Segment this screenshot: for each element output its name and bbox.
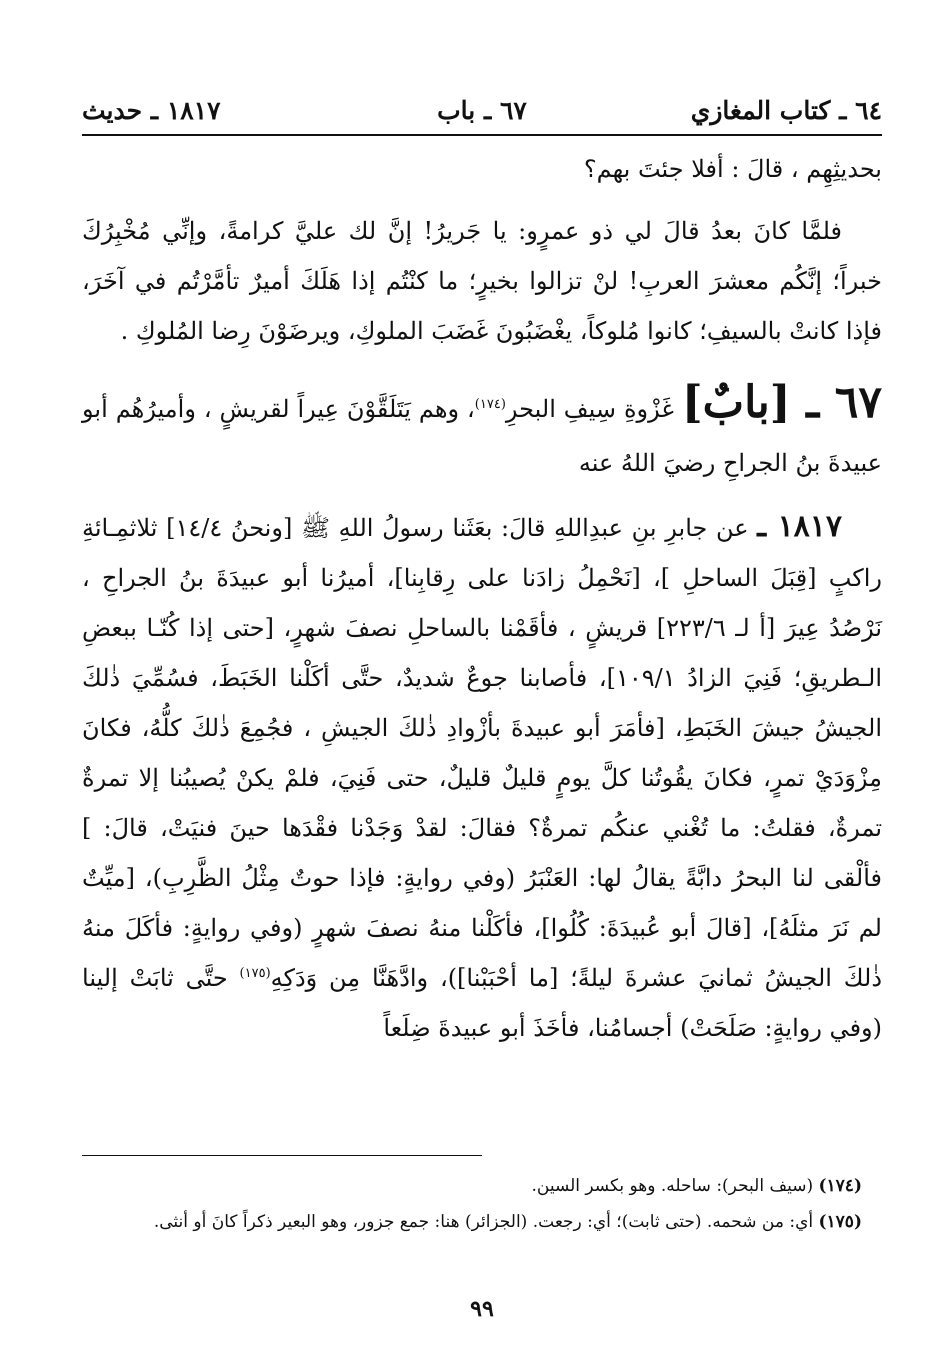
main-text — [82, 144, 882, 1053]
hadith-text-part-1: عن جابرِ بنِ عبدِاللهِ قالَ: بعَثَنا رسولُ اللهِ ﷺ [ونحنُ ١٤/٤] ثلاثمِـائةِ راكبٍ [قِبَلَ الساحلِ ]، [نَحْمِلُ زادَنا على رِقابِنا]، أميرُنا أبو عبيدَةَ بنُ الجراحِ ، نَرْصُدُ عِيرَ [أ لـ ٢٢٣/٦] قريشٍ ، فأقَمْنا بالساحلِ نصفَ شهرٍ، [حتى إذا كُنّـا ببعضِ الـطريقِ؛ فَنِيَ الزادُ ١٠٩/١]، فأصابنا جوعٌ شديدٌ، حتَّى أكَلْنا الخَبَطَ، فسُمِّيَ ذٰلكَ الجيشُ جيشَ الخَبَطِ، [فأمَرَ أبو عبيدةَ بأزْوادِ ذٰلكَ الجيشِ ، فجُمِعَ ذٰلكَ كلُّهُ، فكانَ مِزْوَدَيْ تمرٍ، فكانَ يقُوتُنا كلَّ يومٍ قليلٌ قليلٌ، حتى فَنِيَ، فلمْ يكنْ يُصيبُنا إلا تمرةٌ تمرةٌ، فقلتُ: ما تُغْني عنكُم تمرةٌ؟ فقالَ: لقدْ وَجَدْنا فقْدَها حينَ فنيَتْ، قالَ: ] فألْقى لنا البحرُ دابَّةً يقالُ لها: العَنْبَرُ (وفي روايةٍ: فإذا حوتٌ مِثْلُ الظَّرِبِ)، [ميِّتٌ لم نَرَ مثلَهُ]، [قالَ أبو عُبيدَةَ: كُلُوا]، فأكَلْنا منهُ نصفَ شهرٍ (وفي روايةٍ: فأكَلَ منهُ ذٰلكَ الجيشُ ثمانيَ عشرةَ ليلةً؛ [ما أحْبَبْنا])، وادَّهَنَّا مِن وَدَكِهِ — [82, 514, 883, 992]
footnote-175-text: أي: من شحمه. (حتى ثابت)؛ أي: رجعت. (الجزائر) هنا: جمع جزور، وهو البعير ذكراً كانَ أو أنثى. — [153, 1212, 819, 1232]
header-chapter: ٦٧ ـ باب — [437, 96, 527, 125]
footnote-175 — [82, 1204, 882, 1240]
running-header — [82, 88, 882, 134]
book-page — [82, 88, 882, 1328]
footnote-separator — [82, 1155, 482, 1156]
chapter-title-part-1: غَزْوةِ سِيفِ البحرِ — [505, 395, 682, 423]
paragraph-dhu-amr: فلمَّا كانَ بعدُ قالَ لي ذو عمرٍو: يا جَريرُ! إنَّ لك عليَّ كرامةً، وإنِّي مُخْبِرُكَ خبراً؛ إنَّكُم معشرَ العربِ! لنْ تزالوا بخيرٍ؛ ما كنْتُم إذا هَلَكَ أميرٌ تأمَّرْتُم في آخَرَ، فإذا كانتْ بالسيفِ؛ كانوا مُلوكاً، يغْضَبُونَ غَضَبَ الملوكِ، ويرضَوْنَ رِضا المُلوكِ . — [82, 217, 882, 345]
paragraph-continuation: بحديثِهِم ، قالَ : أفلا جئتَ بهم؟ — [583, 155, 882, 183]
hadith-paragraph — [82, 502, 882, 1053]
chapter-title-part-2: ، وهم يَتَلَقَّوْنَ عِيراً لقريشٍ ، وأميرُهُم أبو عبيدةَ بنُ الجراحِ رضيَ اللهُ عنه — [82, 395, 882, 477]
footnote-174-number: (١٧٤) — [818, 1176, 862, 1196]
footnote-175-number: (١٧٥) — [818, 1212, 862, 1232]
footnotes — [82, 1168, 882, 1240]
hadith-text-part-2: حتَّى ثابَتْ إلينا (وفي روايةٍ: صَلَحَتْ) أجسامُنا، فأخَذَ أبو عبيدةَ ضِلَعاً — [82, 964, 882, 1042]
header-rule — [82, 134, 882, 136]
header-hadith-number: ١٨١٧ ـ حديث — [82, 96, 221, 125]
footnote-174-text: (سيف البحر): ساحله. وهو بكسر السين. — [531, 1176, 819, 1196]
hadith-number: ١٨١٧ ـ — [757, 509, 843, 544]
chapter-number: ٦٧ ـ [بابٌ] — [681, 377, 882, 428]
footnote-174 — [82, 1168, 882, 1204]
footnote-ref-174: (١٧٤) — [474, 397, 506, 412]
page-number: ٩٩ — [470, 1296, 494, 1322]
chapter-heading — [82, 376, 882, 490]
header-book-title: ٦٤ ـ كتاب المغازي — [690, 96, 882, 125]
footnote-ref-175: (١٧٥) — [239, 966, 271, 981]
